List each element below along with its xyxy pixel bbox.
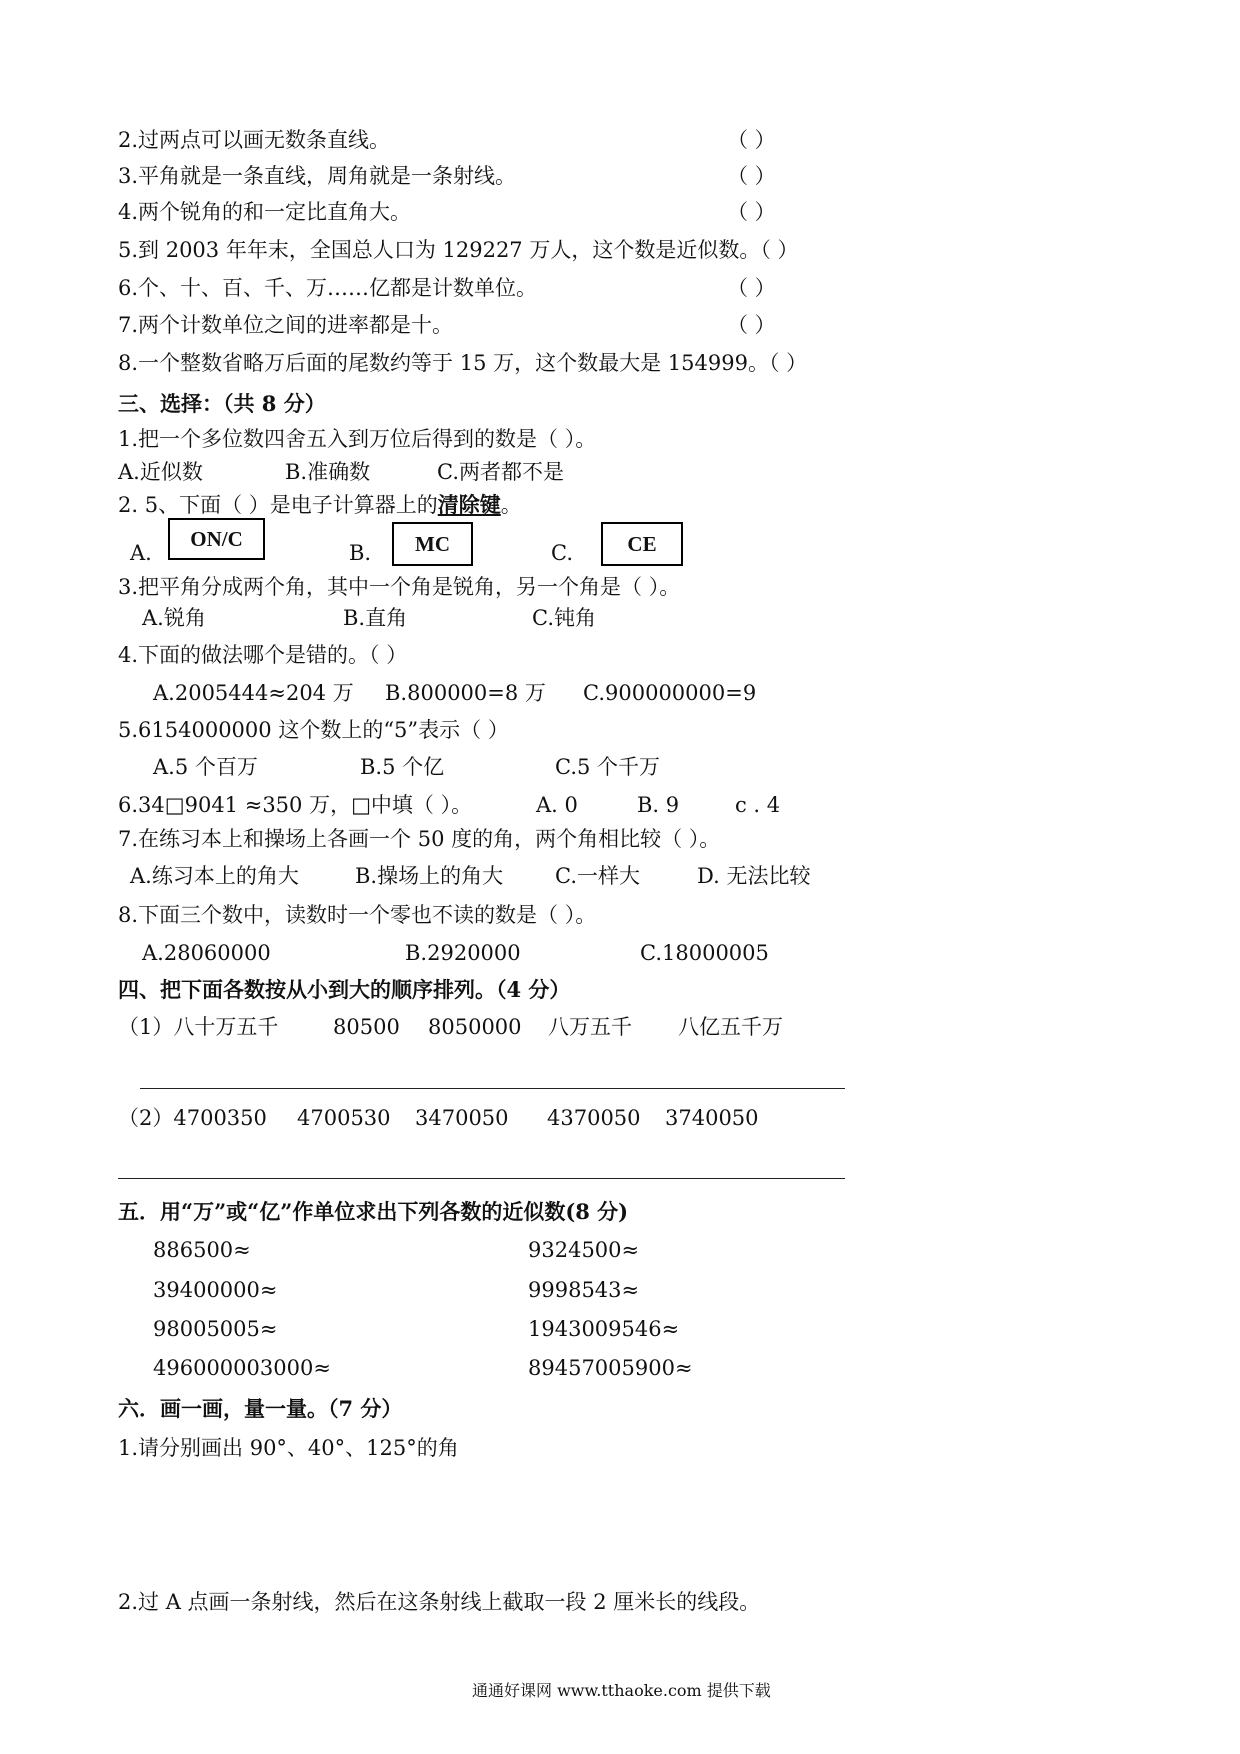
choice-q7-option-d: D. 无法比较 (697, 864, 811, 888)
order-row-1-item: 80500 (333, 1015, 400, 1039)
draw-q1: 1.请分别画出 90°、40°、125°的角 (118, 1436, 459, 1460)
choice-q4-option-a: A.2005444≈204 万 (153, 681, 354, 705)
approx-item: 39400000≈ (153, 1278, 278, 1302)
order-row-1-item: 8050000 (428, 1015, 522, 1039)
answer-line (140, 1088, 845, 1089)
choice-q7: 7.在练习本上和操场上各画一个 50 度的角，两个角相比较（ ）。 (118, 827, 721, 851)
approx-item: 1943009546≈ (528, 1317, 680, 1341)
calculator-key-mc: MC (392, 522, 473, 566)
judge-item-2: 2.过两点可以画无数条直线。 (118, 128, 391, 152)
choice-q2-option-c: C. (551, 541, 573, 565)
section6-title: 六．画一画，量一量。（7 分） (118, 1396, 403, 1421)
order-row-2-item: 4370050 (547, 1106, 641, 1130)
judge-item-8: 8.一个整数省略万后面的尾数约等于 15 万，这个数最大是 154999。（ ） (118, 351, 808, 375)
choice-q5-option-b: B.5 个亿 (360, 755, 445, 779)
order-row-2-item: 3740050 (665, 1106, 759, 1130)
choice-q7-option-b: B.操场上的角大 (355, 864, 504, 888)
choice-q3: 3.把平角分成两个角，其中一个角是锐角，另一个角是（ ）。 (118, 575, 681, 599)
choice-q8-option-b: B.2920000 (405, 941, 521, 965)
choice-q1-option-a: A.近似数 (118, 460, 203, 484)
section3-title: 三、选择：（共 8 分） (118, 391, 326, 416)
choice-q1-option-c: C.两者都不是 (437, 460, 564, 484)
answer-line (118, 1178, 845, 1179)
answer-blank: （ ） (727, 128, 776, 152)
approx-item: 496000003000≈ (153, 1356, 331, 1380)
order-row-1-item: 八万五千 (548, 1015, 632, 1039)
choice-q8: 8.下面三个数中，读数时一个零也不读的数是（ ）。 (118, 903, 597, 927)
clear-key-term: 清除键 (437, 492, 501, 517)
choice-q8-option-a: A.28060000 (142, 941, 271, 965)
judge-item-3: 3.平角就是一条直线，周角就是一条射线。 (118, 164, 517, 188)
choice-q2-option-a: A. (130, 541, 152, 565)
section5-title: 五．用“万”或“亿”作单位求出下列各数的近似数(8 分) (118, 1199, 629, 1224)
choice-q5: 5.6154000000 这个数上的“5”表示（ ） (118, 718, 509, 742)
judge-item-5: 5.到 2003 年年末，全国总人口为 129227 万人，这个数是近似数。（ ） (118, 238, 799, 262)
order-row-1-item: 八亿五千万 (678, 1015, 783, 1039)
judge-item-7: 7.两个计数单位之间的进率都是十。 (118, 313, 454, 337)
order-row-1-item: （1）八十万五千 (118, 1015, 279, 1039)
choice-q6-option-c: c . 4 (735, 793, 781, 817)
choice-q8-option-c: C.18000005 (640, 941, 769, 965)
choice-q2-suffix: 。 (500, 493, 522, 517)
answer-blank: （ ） (727, 313, 776, 337)
choice-q4-option-b: B.800000=8 万 (385, 681, 546, 705)
approx-item: 886500≈ (153, 1238, 251, 1262)
choice-q2-option-b: B. (349, 541, 372, 565)
choice-q1: 1.把一个多位数四舍五入到万位后得到的数是（ ）。 (118, 427, 597, 451)
choice-q6-option-a: A. 0 (536, 793, 578, 817)
approx-item: 98005005≈ (153, 1317, 278, 1341)
choice-q6: 6.34□9041 ≈350 万，□中填（ ）。 (118, 793, 473, 817)
choice-q1-option-b: B.准确数 (285, 460, 371, 484)
choice-q3-option-a: A.锐角 (142, 606, 206, 630)
judge-item-4: 4.两个锐角的和一定比直角大。 (118, 200, 412, 224)
calculator-key-on-c: ON/C (168, 518, 265, 560)
draw-q2: 2.过 A 点画一条射线，然后在这条射线上截取一段 2 厘米长的线段。 (118, 1590, 761, 1614)
section4-title: 四、把下面各数按从小到大的顺序排列。（4 分） (118, 977, 571, 1002)
judge-item-6: 6.个、十、百、千、万……亿都是计数单位。 (118, 276, 538, 300)
choice-q4-option-c: C.900000000=9 (583, 681, 757, 705)
order-row-2-item: （2）4700350 (118, 1106, 267, 1130)
answer-blank: （ ） (727, 276, 776, 300)
choice-q5-option-c: C.5 个千万 (555, 755, 661, 779)
choice-q6-option-b: B. 9 (637, 793, 680, 817)
choice-q2-text: 2. 5、下面（ ）是电子计算器上的 (118, 493, 438, 517)
calculator-key-ce: CE (601, 522, 683, 566)
answer-blank: （ ） (727, 164, 776, 188)
choice-q7-option-a: A.练习本上的角大 (130, 864, 299, 888)
choice-q4: 4.下面的做法哪个是错的。（ ） (118, 643, 408, 667)
choice-q5-option-a: A.5 个百万 (153, 755, 258, 779)
choice-q3-option-b: B.直角 (343, 606, 408, 630)
order-row-2-item: 3470050 (415, 1106, 509, 1130)
page-footer: 通通好课网 www.tthaoke.com 提供下载 (472, 1681, 771, 1700)
answer-blank: （ ） (727, 200, 776, 224)
choice-q3-option-c: C.钝角 (532, 606, 596, 630)
choice-q7-option-c: C.一样大 (555, 864, 640, 888)
approx-item: 9324500≈ (528, 1238, 640, 1262)
order-row-2-item: 4700530 (297, 1106, 391, 1130)
choice-q2 (118, 494, 522, 516)
approx-item: 9998543≈ (528, 1278, 640, 1302)
approx-item: 89457005900≈ (528, 1356, 693, 1380)
